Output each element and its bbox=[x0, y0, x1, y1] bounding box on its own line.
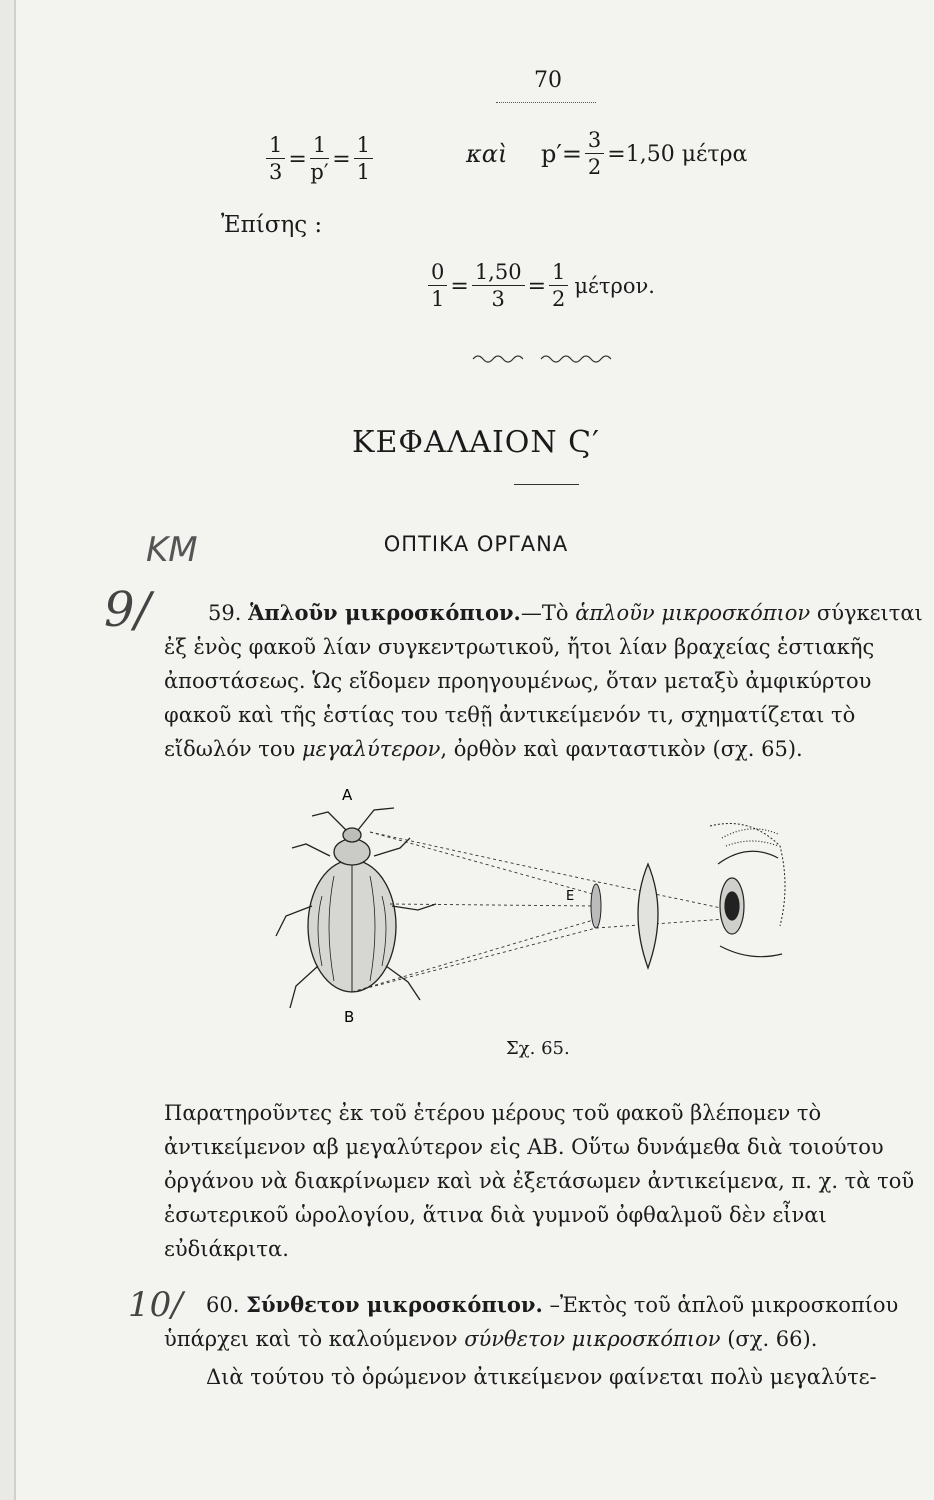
numerator: 1 bbox=[310, 135, 329, 159]
paragraph-59 bbox=[164, 596, 934, 766]
fraction-1-1 bbox=[354, 135, 373, 183]
denominator: 3 bbox=[491, 287, 505, 311]
label-a: Α bbox=[342, 786, 353, 804]
dash-text: —Τὸ bbox=[520, 601, 569, 625]
label-b: Β bbox=[344, 1008, 355, 1026]
last-line bbox=[164, 1360, 934, 1394]
paragraph-number: 59. bbox=[208, 601, 242, 625]
small-object bbox=[591, 884, 601, 928]
term-italic: μεγαλύτερον bbox=[302, 737, 441, 761]
equals-sign: = bbox=[288, 146, 307, 172]
denominator: 3 bbox=[269, 160, 283, 184]
paragraph-text: σύγκειται ἐξ ἑνὸς φακοῦ λίαν συγκεντρωτικοῦ, ἤτοι λίαν βραχείας ἑστιακῆς ἀποστάσεως. Ὡς εἴδομεν προηγουμένως, ὅταν μεταξὺ ἀμφικύρτου φακοῦ καὶ τῆς ἑστίας του τεθῇ ἀντικείμενόν τι, σχηματίζεται τὸ εἴδωλόν του bbox=[164, 601, 923, 761]
fraction-1-3 bbox=[266, 135, 285, 183]
section-title: ΟΠΤΙΚΑ ΟΡΓΑΝΑ bbox=[383, 532, 569, 556]
equation-3 bbox=[428, 262, 655, 310]
numerator: 1,50 bbox=[472, 262, 525, 286]
paragraph-after-figure: Παρατηροῦντες ἐκ τοῦ ἑτέρου μέρους τοῦ φακοῦ βλέπομεν τὸ ἀντικείμενον αβ μεγαλύτερον εἰς ΑΒ. Οὕτω δυνάμεθα διὰ τοιούτου ὀργάνου νὰ διακρίνωμεν καὶ νὰ ἐξετάσωμεν ἀντικείμενα, π. χ. τὰ τοῦ ἐσωτερικοῦ ὡρολογίου, ἅτινα διὰ γυμνοῦ ὀφθαλμοῦ δὲν εἶναι εὐδιάκριτα. bbox=[164, 1101, 915, 1261]
paragraph-text: –Ἐκτὸς τοῦ ἁπλοῦ μικροσκοπίου ὑπάρχει καὶ τὸ καλούμενον bbox=[164, 1293, 899, 1351]
chapter-rule bbox=[514, 484, 579, 485]
denominator: 1 bbox=[431, 287, 445, 311]
fraction-3-2 bbox=[585, 130, 604, 178]
term-italic: ἁπλοῦν μικροσκόπιον bbox=[575, 601, 811, 625]
fraction-1-p bbox=[310, 135, 329, 183]
equals-sign: = bbox=[332, 146, 351, 172]
paragraph-text: , ὀρθὸν καὶ φανταστικὸν (σχ. 65). bbox=[440, 737, 803, 761]
equals-sign: = bbox=[527, 273, 547, 299]
equation-2 bbox=[538, 130, 750, 178]
numerator: 1 bbox=[549, 262, 568, 286]
handwritten-9: 9/ bbox=[104, 582, 151, 638]
equation-2-lhs: p′= bbox=[541, 140, 582, 168]
paragraph-number: 60. bbox=[206, 1293, 240, 1317]
fraction-150-3 bbox=[472, 262, 525, 310]
equation-2-rhs: =1,50 μέτρα bbox=[607, 141, 748, 167]
paragraph-heading: Σύνθετον μικροσκόπιον. bbox=[246, 1292, 543, 1317]
label-e: Ε bbox=[566, 889, 575, 904]
fraction-0-1 bbox=[428, 262, 447, 310]
beetle-illustration bbox=[276, 808, 436, 1008]
equation-1 bbox=[266, 135, 373, 183]
convex-lens bbox=[638, 864, 658, 968]
handwritten-km: KM bbox=[146, 530, 198, 570]
denominator: 2 bbox=[587, 155, 602, 179]
episis-label: Ἐπίσης : bbox=[221, 212, 323, 238]
equals-sign: = bbox=[450, 273, 469, 299]
wavy-divider bbox=[471, 352, 631, 366]
page-number: 70 bbox=[534, 68, 562, 93]
book-page bbox=[14, 0, 934, 1500]
numerator: 1 bbox=[266, 135, 285, 159]
figure-65-microscope bbox=[270, 786, 790, 1026]
paragraph-text: (σχ. 66). bbox=[727, 1327, 818, 1351]
numerator: 0 bbox=[428, 262, 447, 286]
denominator: p′ bbox=[310, 160, 329, 184]
unit-metron: μέτρον. bbox=[574, 274, 655, 298]
numerator: 3 bbox=[585, 130, 604, 154]
handwritten-10: 10/ bbox=[128, 1285, 183, 1325]
paragraph-heading: Ἁπλοῦν μικροσκόπιον. bbox=[248, 600, 521, 625]
chapter-title: ΚΕΦΑΛΑΙΟΝ Ϛ′ bbox=[352, 425, 600, 460]
paragraph-text: Διὰ τούτου τὸ ὁρώμενον ἀτικείμενον φαίνεται πολὺ μεγαλύτε- bbox=[206, 1365, 877, 1389]
eye-illustration bbox=[710, 824, 785, 957]
denominator: 2 bbox=[552, 287, 566, 311]
figure-caption: Σχ. 65. bbox=[506, 1038, 570, 1059]
page-number-rule bbox=[496, 102, 596, 103]
light-rays bbox=[352, 832, 740, 992]
numerator: 1 bbox=[354, 135, 373, 159]
term-italic: σύνθετον μικροσκόπιον bbox=[464, 1327, 721, 1351]
conjunction-kai: καὶ bbox=[466, 140, 508, 168]
denominator: 1 bbox=[356, 160, 370, 184]
fraction-1-2 bbox=[549, 262, 568, 310]
paragraph-60 bbox=[164, 1288, 934, 1356]
